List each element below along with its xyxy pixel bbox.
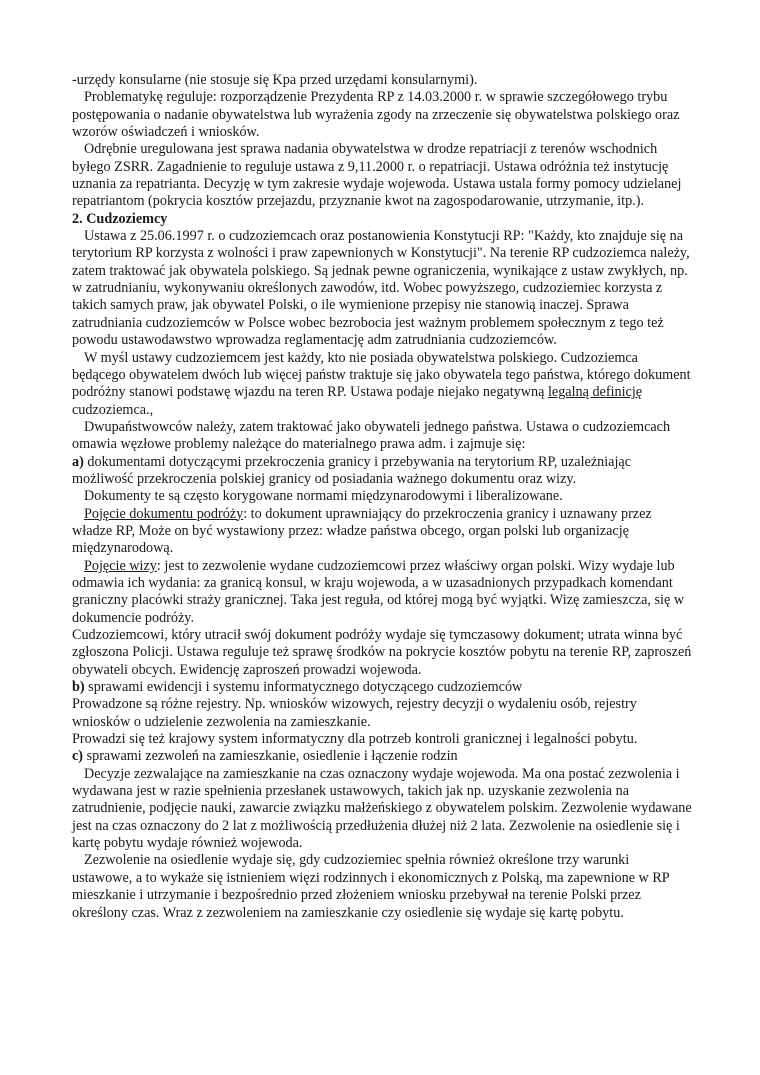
paragraph-definition [72, 350, 692, 419]
paragraph-it-system: Prowadzi się też krajowy system informatyczny dla potrzeb kontroli granicznej i legalności pobytu. [72, 731, 638, 748]
paragraph-registers: Prowadzone są różne rejestry. Np. wniosków wizowych, rejestry decyzji o wydaleniu osób, rejestry wniosków o udzielenie zezwolenia na zamieszkanie. [72, 696, 637, 730]
point-a-text: dokumentami dotyczącymi przekroczenia granicy i przebywania na terytorium RP, uzależniając możliwość przekroczenia polskiej granicy od posiadania ważnego dokumentu oraz wizy. [72, 453, 632, 487]
paragraph-settlement-permit: Zezwolenie na osiedlenie wydaje się, gdy cudzoziemiec spełnia również określone trzy warunki ustawowe, a to wykaże się istnieniem więzi rodzinnych i ekonomicznych z Polską, ma zapewnione w RP mieszkanie i utrzymanie i bezpośrednio przed złożeniem wniosku przebywał na terenie Polski przez określony czas. Wraz z zezwoleniem na zamieszkanie czy osiedlenie się wydaje się kartę pobytu. [72, 852, 670, 921]
travel-document-text: : to dokument uprawniający do przekroczenia granicy i uznawany przez władze RP, Może on być wystawiony przez: władze państwa obcego, organ polski lub organizację międzynarodową. [72, 505, 652, 557]
paragraph-dual-citizens: Dwupaństwowców należy, zatem traktować jako obywateli jednego państwa. Ustawa o cudzoziemcach omawia węzłowe problemy należące do materialnego prawa adm. i zajmuje się: [72, 418, 671, 453]
visa-term: Pojęcie wizy [84, 557, 157, 574]
visa-text: : jest to zezwolenie wydane cudzoziemcowi przez właściwy organ polski. Wizy wydaje lub odmawia ich wydania: za granicą konsul, w kraju wojewoda, a w uzasadnionych przypadkach komendant graniczny placówki straży granicznej. Taka jest reguła, od której mogą być wyjątki. Wizę zamieszcza, się w dokumencie podróży. [72, 557, 685, 626]
paragraph-point-a [72, 454, 692, 489]
definition-text-1: W myśl ustawy cudzoziemcem jest każdy, kto nie posiada obywatelstwa polskiego. Cudzoziemca będącego obywatelem dwóch lub więcej państw traktuje się jako obywatela tego państwa, którego dokument podróżny stanowi podstawę wjazdu na teren RP. Ustawa podaje niejako negatywną [72, 349, 691, 401]
paragraph-consulates: -urzędy konsularne (nie stosuje się Kpa przed urzędami konsularnymi). [72, 72, 478, 88]
definition-text-2: cudzoziemca., [72, 401, 154, 418]
paragraph-documents-corrected: Dokumenty te są często korygowane normami międzynarodowymi i liberalizowane. [84, 488, 563, 505]
point-c-marker: c) [72, 748, 84, 765]
paragraph-residence-permit: Decyzje zezwalające na zamieszkanie na czas oznaczony wydaje wojewoda. Ma ona postać zezwolenia i wydawana jest w razie spełnienia przesłanek ustawowych, takich jak np. uzyskanie zezwolenia na zatrudnienie, podjęcie nauki, zawarcie związku małżeńskiego z obywatelem polskim. Zezwolenie wydawane jest na czas oznaczony do 2 lat z możliwością przedłużenia dłużej niż 2 lata. Zezwolenie na osiedlenie się i kartę pobytu wydaje również wojewoda. [72, 765, 692, 852]
paragraph-point-b [72, 679, 692, 696]
section-heading-foreigners: 2. Cudzoziemcy [72, 210, 168, 227]
legal-definition-underlined: legalną definicję [547, 384, 643, 401]
document-page [72, 72, 692, 922]
paragraph-repatriation: Odrębnie uregulowana jest sprawa nadania obywatelstwa w drodze repatriacji z terenów wschodnich byłego ZSRR. Zagadnienie to reguluje ustawa z 9,11.2000 r. o repatriacji. Ustawa odróżnia też instytucję uznania za repatrianta. Decyzję w tym zakresie wydaje wojewoda. Ustawa ustala formy pomocy udzielanej repatriantom (pokrycia kosztów przejazdu, przyznanie kwot na zagospodarowanie, utrzymanie, itp.). [72, 141, 682, 210]
paragraph-regulation: Problematykę reguluje: rozporządzenie Prezydenta RP z 14.03.2000 r. w sprawie szczegółowego trybu postępowania o nadanie obywatelstwa lub wyrażenia zgody na zrzeczenie się obywatelstwa polskiego oraz wzorów oświadczeń i wniosków. [72, 89, 680, 141]
point-b-text: sprawami ewidencji i systemu informatycznego dotyczącego cudzoziemców [84, 679, 523, 696]
paragraph-point-c [72, 748, 692, 765]
point-a-marker: a) [72, 453, 84, 470]
travel-document-term: Pojęcie dokumentu podróży [84, 505, 244, 522]
point-c-text: sprawami zezwoleń na zamieszkanie, osiedlenie i łączenie rodzin [83, 748, 458, 765]
paragraph-act-1997: Ustawa z 25.06.1997 r. o cudzoziemcach oraz postanowienia Konstytucji RP: "Każdy, kto znajduje się na terytorium RP korzysta z wolności i praw zapewnionych w Konstytucji". Na terenie RP cudzoziemca należy, zatem traktować jak obywatela polskiego. Są jednak pewne ograniczenia, wynikające z ustaw zwykłych, np. w zatrudnianiu, wykonywaniu określonych zawodów, itd. Wobec powyższego, cudzoziemiec korzysta z takich samych praw, jak obywatel Polski, o ile wymienione przepisy nie stanowią inaczej. Sprawa zatrudniania cudzoziemców w Polsce wobec bezrobocia jest ważnym problemem społecznym z tego też powodu ustawodawstwo wprowadza reglamentację adm zatrudniania cudzoziemców. [72, 228, 690, 349]
point-b-marker: b) [72, 679, 85, 696]
paragraph-visa [72, 558, 692, 627]
paragraph-travel-document [72, 506, 692, 558]
paragraph-lost-document: Cudzoziemcowi, który utracił swój dokument podróży wydaje się tymczasowy dokument; utrata winna być zgłoszona Policji. Ustawa reguluje też sprawę środków na pokrycie kosztów pobytu na terenie RP, zaproszeń obywateli obcych. Ewidencję zaproszeń prowadzi wojewoda. [72, 627, 692, 678]
